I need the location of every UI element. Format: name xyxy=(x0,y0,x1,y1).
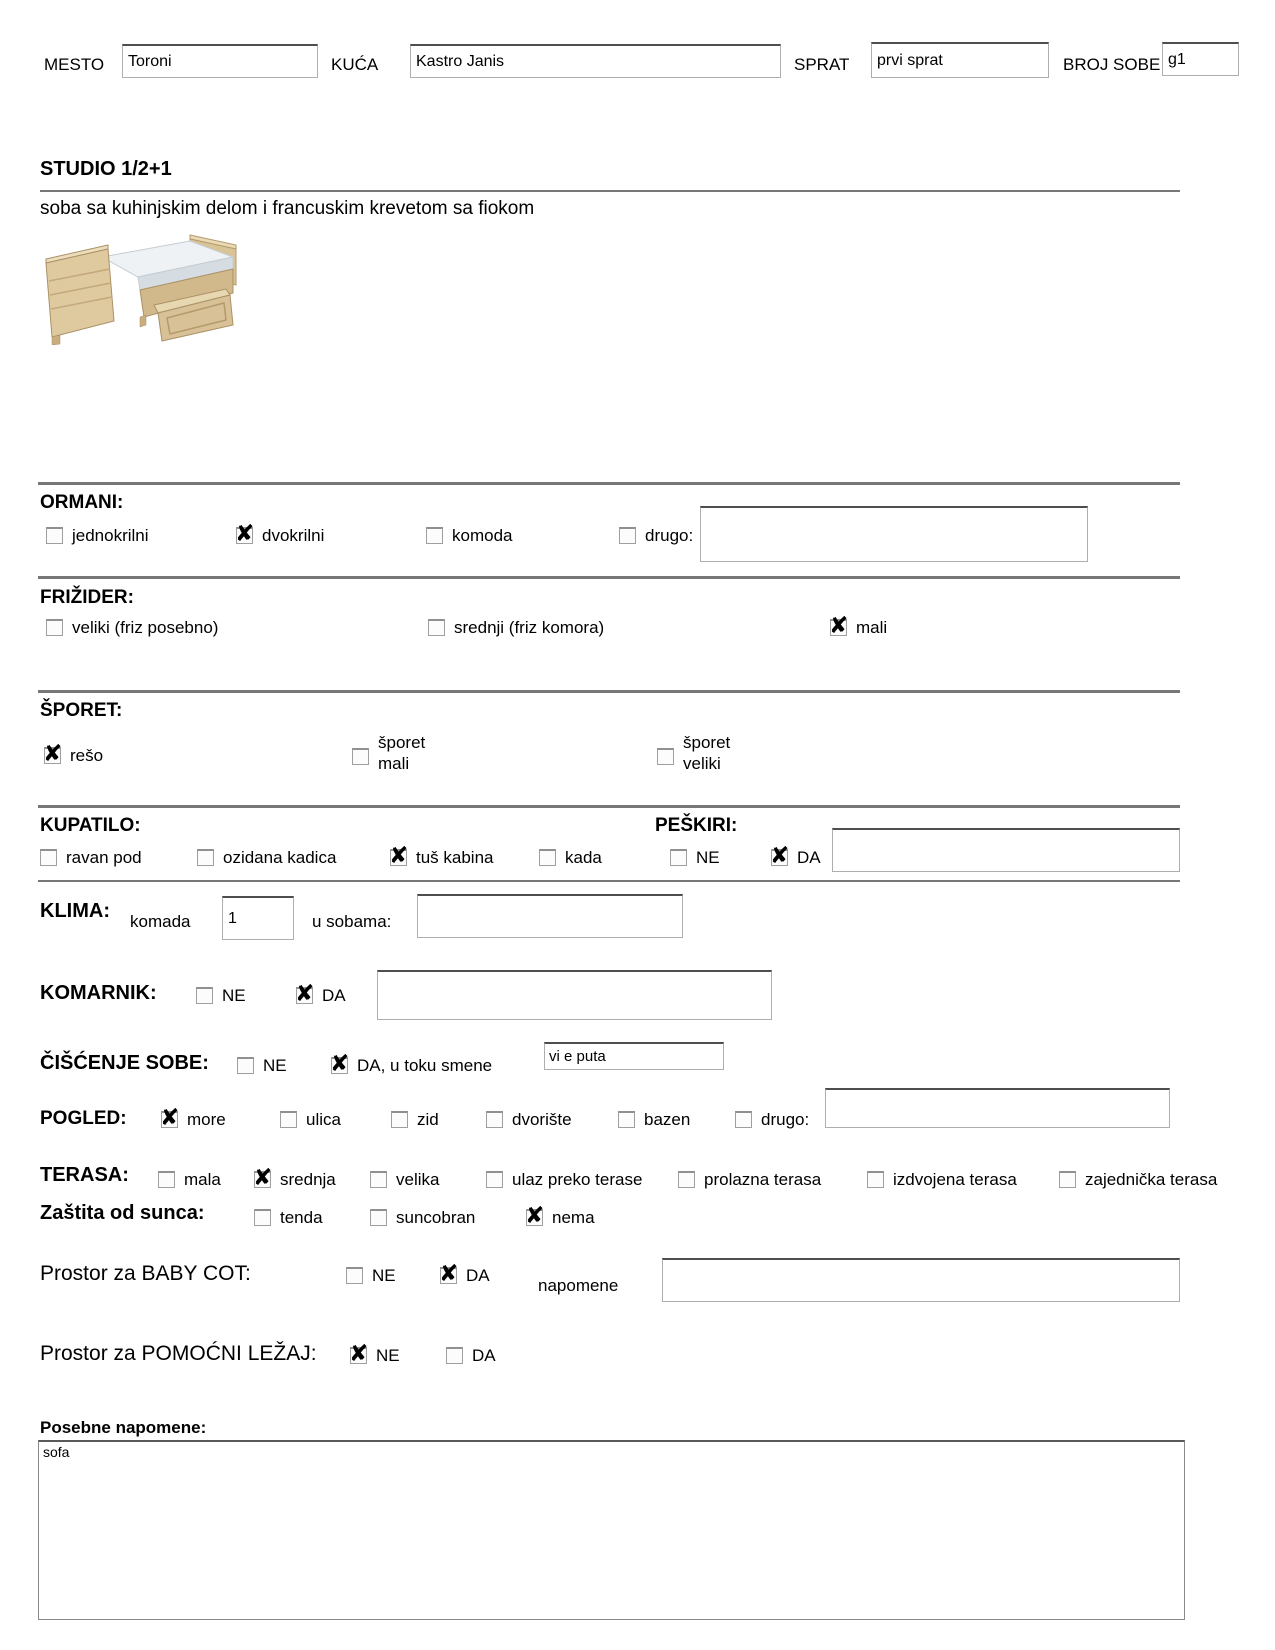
option-ravan-pod[interactable] xyxy=(40,848,142,867)
ulica-checkbox[interactable] xyxy=(280,1111,297,1128)
option-label: mali xyxy=(856,618,888,637)
option-peskiri-da[interactable] xyxy=(771,848,821,867)
option-label: ulica xyxy=(306,1110,341,1129)
kupatilo-heading: KUPATILO: xyxy=(40,815,141,836)
option-suncobran[interactable] xyxy=(370,1208,475,1227)
option-label: drugo: xyxy=(645,526,694,545)
option-reso[interactable] xyxy=(44,746,103,765)
baby-cot-label: Prostor za BABY COT: xyxy=(40,1262,251,1285)
option-label: DA xyxy=(797,848,821,867)
komoda-checkbox[interactable] xyxy=(426,527,443,544)
option-pogled-drugo[interactable] xyxy=(735,1110,809,1129)
option-tus-kabina[interactable] xyxy=(390,848,494,867)
pogled-heading: POGLED: xyxy=(40,1108,127,1129)
mesto-input[interactable] xyxy=(122,44,318,78)
peskiri-input[interactable] xyxy=(832,828,1180,872)
studio-subtitle: soba sa kuhinjskim delom i francuskim krevetom sa fiokom xyxy=(40,198,535,219)
option-drugo[interactable] xyxy=(619,526,693,545)
option-zajednicka-terasa[interactable] xyxy=(1059,1170,1217,1189)
option-label: drugo: xyxy=(761,1110,810,1129)
sporet-heading: ŠPORET: xyxy=(40,700,123,721)
klima-u-sobama-input[interactable] xyxy=(417,894,683,938)
option-baby-cot-ne[interactable] xyxy=(346,1266,396,1285)
posebne-napomene-textarea[interactable] xyxy=(38,1440,1185,1620)
option-veliki-friz[interactable] xyxy=(46,618,218,637)
peskiri-heading: PEŠKIRI: xyxy=(655,815,738,836)
jednokrilni-checkbox[interactable] xyxy=(46,527,63,544)
option-label xyxy=(378,732,425,774)
pogled-drugo-input[interactable] xyxy=(825,1088,1170,1128)
komarnik-input[interactable] xyxy=(377,970,772,1020)
ulaz-preko-terase-checkbox[interactable] xyxy=(486,1171,503,1188)
kada-checkbox[interactable] xyxy=(539,849,556,866)
option-label: srednji (friz komora) xyxy=(454,618,605,637)
option-label: dvorište xyxy=(512,1110,572,1129)
option-label: kada xyxy=(565,848,602,867)
divider xyxy=(38,690,1180,693)
ormani-drugo-input[interactable] xyxy=(700,506,1088,562)
option-label: tenda xyxy=(280,1208,323,1227)
divider xyxy=(38,482,1180,485)
option-tenda[interactable] xyxy=(254,1208,323,1227)
option-nema[interactable] xyxy=(526,1208,595,1227)
option-dvoriste[interactable] xyxy=(486,1110,572,1129)
sporet-mali-checkbox[interactable] xyxy=(352,748,369,765)
klima-heading: KLIMA: xyxy=(40,900,110,922)
option-label: tuš kabina xyxy=(416,848,494,867)
divider xyxy=(40,190,1180,192)
sprat-input[interactable] xyxy=(871,42,1049,78)
option-more[interactable] xyxy=(161,1110,226,1129)
option-komarnik-da[interactable] xyxy=(296,986,346,1005)
komarnik-da-checkbox[interactable] xyxy=(296,987,313,1004)
option-label: DA xyxy=(472,1346,496,1365)
option-label: DA xyxy=(322,986,346,1005)
terasa-srednja-checkbox[interactable] xyxy=(254,1171,271,1188)
terasa-velika-checkbox[interactable] xyxy=(370,1171,387,1188)
option-dvokrilni[interactable] xyxy=(236,526,324,545)
prolazna-terasa-checkbox[interactable] xyxy=(678,1171,695,1188)
option-ciscenje-ne[interactable] xyxy=(237,1056,287,1075)
option-terasa-mala[interactable] xyxy=(158,1170,221,1189)
divider xyxy=(38,576,1180,579)
option-label: ravan pod xyxy=(66,848,142,867)
u-sobama-label: u sobama: xyxy=(312,912,392,931)
peskiri-ne-checkbox[interactable] xyxy=(670,849,687,866)
ciscenje-ne-checkbox[interactable] xyxy=(237,1057,254,1074)
tenda-checkbox[interactable] xyxy=(254,1209,271,1226)
option-label: ulaz preko terase xyxy=(512,1170,643,1189)
option-label: bazen xyxy=(644,1110,691,1129)
pogled-drugo-checkbox[interactable] xyxy=(735,1111,752,1128)
zastita-heading: Zaštita od sunca: xyxy=(40,1202,205,1224)
pomocni-lezaj-label: Prostor za POMOĆNI LEŽAJ: xyxy=(40,1342,317,1365)
komada-label: komada xyxy=(130,912,191,931)
drugo-checkbox[interactable] xyxy=(619,527,636,544)
option-label: NE xyxy=(376,1346,400,1365)
option-terasa-srednja[interactable] xyxy=(254,1170,336,1189)
kuca-input[interactable] xyxy=(410,44,781,78)
option-label: velika xyxy=(396,1170,440,1189)
suncobran-checkbox[interactable] xyxy=(370,1209,387,1226)
sporet-veliki-checkbox[interactable] xyxy=(657,748,674,765)
option-sporet-mali[interactable] xyxy=(352,732,425,774)
option-label: ozidana kadica xyxy=(223,848,337,867)
option-prolazna-terasa[interactable] xyxy=(678,1170,821,1189)
option-label: mala xyxy=(184,1170,221,1189)
option-label-line1: šporet xyxy=(378,733,426,752)
ciscenje-input[interactable] xyxy=(544,1042,724,1070)
option-label: NE xyxy=(222,986,246,1005)
option-mali-friz[interactable] xyxy=(830,618,887,637)
kuca-label: KUĆA xyxy=(331,55,379,74)
option-label: jednokrilni xyxy=(72,526,149,545)
bazen-checkbox[interactable] xyxy=(618,1111,635,1128)
klima-komada-input[interactable] xyxy=(222,896,294,940)
srednji-friz-checkbox[interactable] xyxy=(428,619,445,636)
option-label: NE xyxy=(372,1266,396,1285)
option-label: nema xyxy=(552,1208,595,1227)
ciscenje-da-checkbox[interactable] xyxy=(331,1057,348,1074)
peskiri-da-checkbox[interactable] xyxy=(771,849,788,866)
zid-checkbox[interactable] xyxy=(391,1111,408,1128)
posebne-napomene-heading: Posebne napomene: xyxy=(40,1418,207,1437)
zajednicka-terasa-checkbox[interactable] xyxy=(1059,1171,1076,1188)
option-label: DA xyxy=(466,1266,490,1285)
option-kada[interactable] xyxy=(539,848,602,867)
pomocni-ne-checkbox[interactable] xyxy=(350,1347,367,1364)
izdvojena-terasa-checkbox[interactable] xyxy=(867,1171,884,1188)
veliki-friz-checkbox[interactable] xyxy=(46,619,63,636)
option-label: zajednička terasa xyxy=(1085,1170,1218,1189)
option-sporet-veliki[interactable] xyxy=(657,732,730,774)
napomene-label: napomene xyxy=(538,1276,619,1295)
option-komarnik-ne[interactable] xyxy=(196,986,246,1005)
option-pomocni-da[interactable] xyxy=(446,1346,496,1365)
option-label: NE xyxy=(696,848,720,867)
option-ozidana-kadica[interactable] xyxy=(197,848,336,867)
more-checkbox[interactable] xyxy=(161,1111,178,1128)
option-peskiri-ne[interactable] xyxy=(670,848,720,867)
option-bazen[interactable] xyxy=(618,1110,690,1129)
sprat-label: SPRAT xyxy=(794,55,850,74)
terasa-mala-checkbox[interactable] xyxy=(158,1171,175,1188)
baby-cot-da-checkbox[interactable] xyxy=(440,1267,457,1284)
bed-photo xyxy=(40,233,240,345)
ormani-heading: ORMANI: xyxy=(40,492,124,513)
option-label: rešo xyxy=(70,746,104,765)
dvoriste-checkbox[interactable] xyxy=(486,1111,503,1128)
option-ulica[interactable] xyxy=(280,1110,341,1129)
option-label: dvokrilni xyxy=(262,526,325,545)
frizider-heading: FRIŽIDER: xyxy=(40,587,134,608)
option-jednokrilni[interactable] xyxy=(46,526,149,545)
option-label: komoda xyxy=(452,526,513,545)
option-label: DA, u toku smene xyxy=(357,1056,493,1075)
komarnik-ne-checkbox[interactable] xyxy=(196,987,213,1004)
option-label: veliki (friz posebno) xyxy=(72,618,219,637)
terasa-heading: TERASA: xyxy=(40,1164,129,1186)
ravan-pod-checkbox[interactable] xyxy=(40,849,57,866)
ozidana-kadica-checkbox[interactable] xyxy=(197,849,214,866)
option-baby-cot-da[interactable] xyxy=(440,1266,490,1285)
komarnik-heading: KOMARNIK: xyxy=(40,982,157,1004)
option-label: prolazna terasa xyxy=(704,1170,822,1189)
mali-friz-checkbox[interactable] xyxy=(830,619,847,636)
divider xyxy=(38,880,1180,882)
option-label: srednja xyxy=(280,1170,336,1189)
tus-kabina-checkbox[interactable] xyxy=(390,849,407,866)
option-komoda[interactable] xyxy=(426,526,512,545)
broj-sobe-input[interactable] xyxy=(1162,42,1239,76)
mesto-label: MESTO xyxy=(44,55,105,74)
option-label: suncobran xyxy=(396,1208,476,1227)
option-label: izdvojena terasa xyxy=(893,1170,1017,1189)
baby-cot-napomene-input[interactable] xyxy=(662,1258,1180,1302)
option-izdvojena-terasa[interactable] xyxy=(867,1170,1017,1189)
option-ciscenje-da[interactable] xyxy=(331,1056,492,1075)
ciscenje-heading: ČIŠĆENJE SOBE: xyxy=(40,1052,209,1074)
reso-checkbox[interactable] xyxy=(44,747,61,764)
pomocni-da-checkbox[interactable] xyxy=(446,1347,463,1364)
divider xyxy=(38,805,1180,808)
option-pomocni-ne[interactable] xyxy=(350,1346,400,1365)
option-label: more xyxy=(187,1110,226,1129)
bed-with-drawer-illustration xyxy=(40,233,240,345)
option-ulaz-preko-terase[interactable] xyxy=(486,1170,642,1189)
option-zid[interactable] xyxy=(391,1110,439,1129)
option-label-line2: mali xyxy=(378,754,410,773)
dvokrilni-checkbox[interactable] xyxy=(236,527,253,544)
baby-cot-ne-checkbox[interactable] xyxy=(346,1267,363,1284)
option-label: zid xyxy=(417,1110,439,1129)
option-label-line1: šporet xyxy=(683,733,731,752)
nema-checkbox[interactable] xyxy=(526,1209,543,1226)
studio-title: STUDIO 1/2+1 xyxy=(40,158,172,180)
option-label: NE xyxy=(263,1056,287,1075)
broj-sobe-label: BROJ SOBE xyxy=(1063,55,1161,74)
option-terasa-velika[interactable] xyxy=(370,1170,439,1189)
option-label xyxy=(683,732,730,774)
option-srednji-friz[interactable] xyxy=(428,618,604,637)
option-label-line2: veliki xyxy=(683,754,721,773)
